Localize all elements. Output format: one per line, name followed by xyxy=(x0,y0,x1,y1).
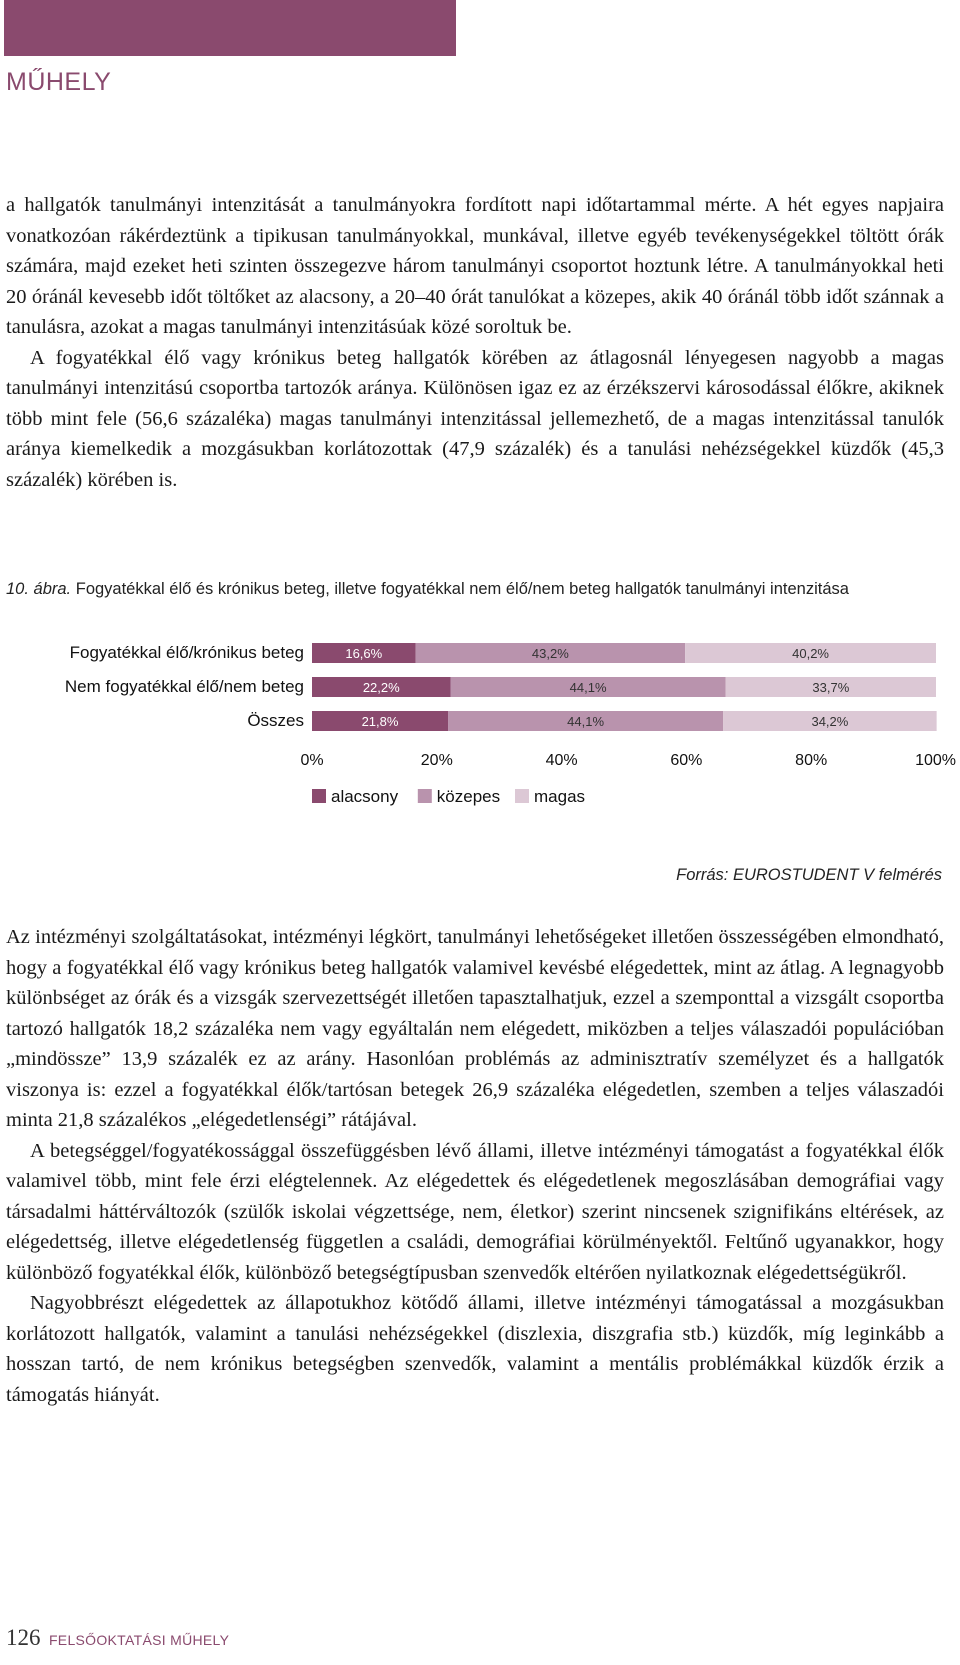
figure-number: 10. ábra. xyxy=(6,580,72,598)
x-tick-label: 20% xyxy=(420,752,453,769)
x-tick-label: 80% xyxy=(795,752,828,769)
data-label: 43,2% xyxy=(531,646,569,661)
legend-label: magas xyxy=(534,787,586,806)
body-text-top xyxy=(6,190,944,495)
x-tick-label: 60% xyxy=(670,752,703,769)
paragraph: Az intézményi szolgáltatásokat, intézményi légkört, tanulmányi lehetőségeket illetően összességében elmondható, hogy a fogyatékkal élő vagy krónikus beteg hallgatók valamivel kevésbé elégedettek, mint az átlag. A legnagyobb különbséget az órák és a vizsgák szervezettségét illetően tapasztalhatjuk, ezzel a szemponttal a vizsgált csoportba tartozó hallgatók 18,2 százaléka nem vagy egyáltalán nem elégedett, miközben a teljes válaszadói populációban „mindössze” 13,9 százalék ez az arány. Hasonlóan problémás az adminisztratív személyzet és a hallgatók viszonya is: ezzel a fogyatékkal élők/tartósan betegek 26,9 százaléka elégedetlen, szemben a teljes válaszadói minta 21,8 százalékos „elégedetlenségi” rátájával. xyxy=(6,926,944,1131)
journal-name: FELSŐOKTATÁSI MŰHELY xyxy=(48,1632,230,1648)
data-label: 40,2% xyxy=(792,646,830,661)
legend-swatch-magas xyxy=(515,789,529,803)
paragraph: A betegséggel/fogyatékossággal összefüggésben lévő állami, illetve intézményi támogatást a fogyatékkal élők valamivel több, mint fele érzi elégtelennek. Az elégedettek és elégedetlenek megoszlásában demográfiai vagy társadalmi háttérváltozók (szülők iskolai végzettsége, nem, életkor) szerint nincsenek szignifikáns eltérések, az elégedettség, illetve elégedetlenség független a családi, demográfiai körülményektől. Feltűnő ugyanakkor, hogy különböző fogyatékkal élők, különböző betegségtípusban szenvedők eltérően nyilatkoznak elégedettségükről. xyxy=(6,1139,944,1284)
category-label: Összes xyxy=(247,711,304,730)
paragraph: A fogyatékkal élő vagy krónikus beteg hallgatók körében az átlagosnál lényegesen nagyobb a magas tanulmányi intenzitású csoportba tartozók aránya. Különösen igaz ez az érzékszervi károsodással élőkre, akiknek több mint fele (56,6 százaléka) magas tanulmányi intenzitással jellemezhető, de a magas intenzitással tanulók aránya kiemelkedik a mozgásukban korlátozottak (47,9 százalék) és a tanulási nehézségekkel küzdők (45,3 százalék) körében is. xyxy=(6,346,944,491)
x-tick-label: 40% xyxy=(545,752,578,769)
data-label: 16,6% xyxy=(345,646,383,661)
figure-source: Forrás: EUROSTUDENT V felmérés xyxy=(676,866,942,884)
data-label: 44,1% xyxy=(569,680,607,695)
page-footer xyxy=(6,1625,229,1651)
paragraph: a hallgatók tanulmányi intenzitását a tanulmányokra fordított napi időtartammal mérte. A hét egyes napjaira vonatkozóan rákérdeztünk a tipikusan tanulmányokkal, munkával, illetve egyéb tevékenységekkel töltött órák számára, majd ezeket heti szinten összegezve három tanulmányi csoportot hoztunk létre. A tanulmányokkal heti 20 óránál kevesebb időt töltőket az alacsony, a 20–40 órát tanulókat a közepes, akik 40 óránál több időt szánnak a tanulásra, azokat a magas tanulmányi intenzitásúak közé soroltuk be. xyxy=(6,194,944,338)
body-text-bottom xyxy=(6,922,944,1410)
figure-caption-text: Fogyatékkal élő és krónikus beteg, illetve fogyatékkal nem élő/nem beteg hallgatók tanulmányi intenzitása xyxy=(75,580,849,598)
data-label: 22,2% xyxy=(362,680,400,695)
category-label: Fogyatékkal élő/krónikus beteg xyxy=(69,643,304,662)
legend-label: közepes xyxy=(436,787,501,806)
data-label: 34,2% xyxy=(811,714,849,729)
legend-label: alacsony xyxy=(331,787,399,806)
x-tick-label: 0% xyxy=(300,752,324,769)
paragraph: Nagyobbrészt elégedettek az állapotukhoz kötődő állami, illetve intézményi támogatással a mozgásukban korlátozott hallgatók, valamint a tanulási nehézségekkel (diszlexia, diszgrafia stb.) küzdők, míg leginkább a hosszan tartó, de nem krónikus betegségben szenvedők, valamint a mentális problémákkal küzdők érzik a támogatás hiányát. xyxy=(6,1292,944,1406)
data-label: 44,1% xyxy=(567,714,605,729)
x-tick-label: 100% xyxy=(915,752,956,769)
data-label: 21,8% xyxy=(361,714,399,729)
section-title: MŰHELY xyxy=(6,68,112,96)
category-label: Nem fogyatékkal élő/nem beteg xyxy=(64,677,304,696)
legend-swatch-alacsony xyxy=(312,789,326,803)
page-number: 126 xyxy=(6,1625,41,1650)
stacked-bar-chart xyxy=(0,643,960,850)
legend-swatch-közepes xyxy=(418,789,432,803)
figure-caption xyxy=(6,578,944,601)
header-color-bar xyxy=(4,0,456,56)
data-label: 33,7% xyxy=(812,680,850,695)
